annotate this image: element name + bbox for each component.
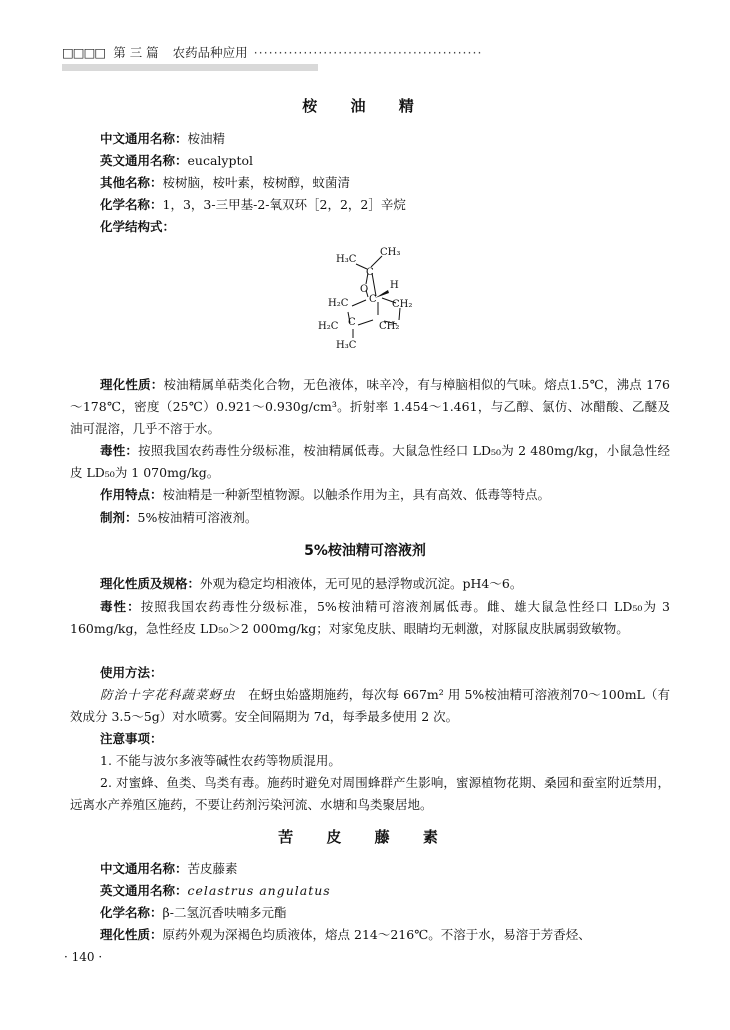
note-item-2: 2. 对蜜蜂、鱼类、鸟类有毒。施药时避免对周围蜂群产生影响，蜜源植物花期、桑园和蚕室附近禁用，远离水产养殖区施药，不要让药剂污染河流、水塘和鸟类聚居地。 [70, 775, 670, 812]
other-name-label: 其他名称： [100, 175, 163, 190]
usage-paragraph [70, 684, 670, 728]
usage-target: 防治十字花科蔬菜蚜虫 [100, 687, 236, 702]
struct-ch2-right: CH₂ [392, 299, 413, 310]
section-title-eucalyptol: 桉 油 精 [302, 97, 428, 115]
usage-label-line [70, 662, 670, 684]
props-paragraph [70, 374, 670, 440]
struct-ch2-low: CH₂ [379, 321, 400, 332]
toxicity-text: 按照我国农药毒性分级标准，桉油精属低毒。大鼠急性经口 LD₅₀为 2 480mg/kg，小鼠急性经皮 LD₅₀为 1 070mg/kg。 [70, 443, 670, 480]
cn-name-label: 中文通用名称： [100, 131, 188, 146]
props-text: 桉油精属单萜类化合物，无色液体，味辛冷，有与樟脑相似的气味。熔点1.5℃，沸点 176～178℃，密度（25℃）0.921～0.930g/cm³。折射率 1.454～1.461，与乙醇、氯仿、冰醋酸、乙醚及油可混溶，几乎不溶于水。 [70, 377, 670, 436]
notes-label: 注意事项： [100, 731, 163, 746]
chem-name-label: 化学名称： [100, 197, 163, 212]
cn-name-label-3: 中文通用名称： [100, 861, 188, 876]
struct-o: O [360, 284, 369, 295]
cn-name-value-3: 苦皮藤素 [187, 861, 238, 876]
chem-name-label-3: 化学名称： [100, 905, 163, 920]
formulation-label: 制剂： [100, 510, 138, 525]
struct-label: 化学结构式： [100, 219, 176, 234]
notes-label-line [70, 728, 670, 750]
feature-paragraph [70, 484, 670, 506]
toxicity2-label: 毒性： [100, 599, 141, 614]
struct-h3c-bottom: H₃C [336, 340, 357, 351]
wedge-bond [375, 290, 389, 298]
header-bar [62, 64, 318, 71]
chem-name-value: 1，3，3-三甲基-2-氧双环［2，2，2］辛烷 [162, 197, 406, 212]
chem-name-line [100, 196, 680, 214]
usage-label: 使用方法： [100, 665, 163, 680]
spec-text: 外观为稳定均相液体，无可见的悬浮物或沉淀。pH4～6。 [200, 576, 523, 591]
other-name-line [100, 174, 680, 192]
toxicity2-text: 按照我国农药毒性分级标准，5%桉油精可溶液剂属低毒。雌、雄大鼠急性经口 LD₅₀为 3 160mg/kg，急性经皮 LD₅₀＞2 000mg/kg；对家兔皮肤、眼睛均无刺激，对豚鼠皮肤属弱致敏物。 [70, 599, 670, 636]
usage-text: 在蚜虫始盛期施药，每次每 667m² 用 5%桉油精可溶液剂70～100mL（有效成分 3.5～5g）对水喷雾。安全间隔期为 7d，每季最多使用 2 次。 [70, 687, 670, 724]
header-dots: ·············································· [253, 45, 483, 60]
formulation-text: 5%桉油精可溶液剂。 [137, 510, 258, 525]
toxicity2-paragraph [70, 596, 670, 640]
props-label-3: 理化性质： [100, 927, 163, 942]
props-line-3 [100, 926, 680, 944]
feature-label: 作用特点： [100, 487, 163, 502]
en-name-value: eucalyptol [187, 153, 254, 168]
page-number: · 140 · [64, 950, 103, 964]
struct-h: H [390, 280, 399, 291]
other-name-value: 桉树脑，桉叶素，桉树醇，蚊菌清 [162, 175, 351, 190]
props-text-3: 原药外观为深褐色均质液体，熔点 214～216℃。不溶于水，易溶于芳香烃、 [162, 927, 591, 942]
en-name-line [100, 152, 680, 170]
toxicity-label: 毒性： [100, 443, 139, 458]
struct-c-top: C [366, 267, 374, 278]
header-part: 第 三 篇 [113, 45, 159, 60]
en-name-value-3: celastrus angulatus [187, 883, 331, 898]
formulation-paragraph [70, 507, 670, 529]
section-title-celangulin: 苦 皮 藤 素 [278, 828, 452, 846]
struct-c-mid: C [369, 294, 377, 305]
struct-ch3-top: CH₃ [380, 247, 401, 258]
struct-c-low: C [348, 317, 356, 328]
struct-h2c-left: H₂C [328, 298, 349, 309]
en-name-line-3 [100, 882, 680, 900]
cn-name-line [100, 130, 680, 148]
subsection-title-formulation: 5%桉油精可溶液剂 [304, 543, 426, 559]
props-label: 理化性质： [100, 377, 164, 392]
chem-name-value-3: β-二氢沉香呋喃多元酯 [162, 905, 287, 920]
cn-name-value: 桉油精 [187, 131, 226, 146]
en-name-label-3: 英文通用名称： [100, 883, 188, 898]
struct-label-line [100, 218, 680, 236]
spec-label: 理化性质及规格： [100, 576, 201, 591]
chem-name-line-3 [100, 904, 680, 922]
chemical-structure [300, 240, 430, 355]
en-name-label: 英文通用名称： [100, 153, 188, 168]
spec-paragraph [70, 573, 670, 595]
struct-h3c-top: H₃C [336, 254, 357, 265]
header-boxes: □□□□ [62, 45, 106, 60]
header-title: 农药品种应用 [172, 45, 248, 60]
running-header [62, 44, 682, 62]
note-item-1: 1. 不能与波尔多液等碱性农药等物质混用。 [100, 753, 341, 768]
cn-name-line-3 [100, 860, 680, 878]
feature-text: 桉油精是一种新型植物源。以触杀作用为主，具有高效、低毒等特点。 [162, 487, 551, 502]
struct-h2c-low: H₂C [318, 321, 339, 332]
toxicity-paragraph [70, 440, 670, 484]
